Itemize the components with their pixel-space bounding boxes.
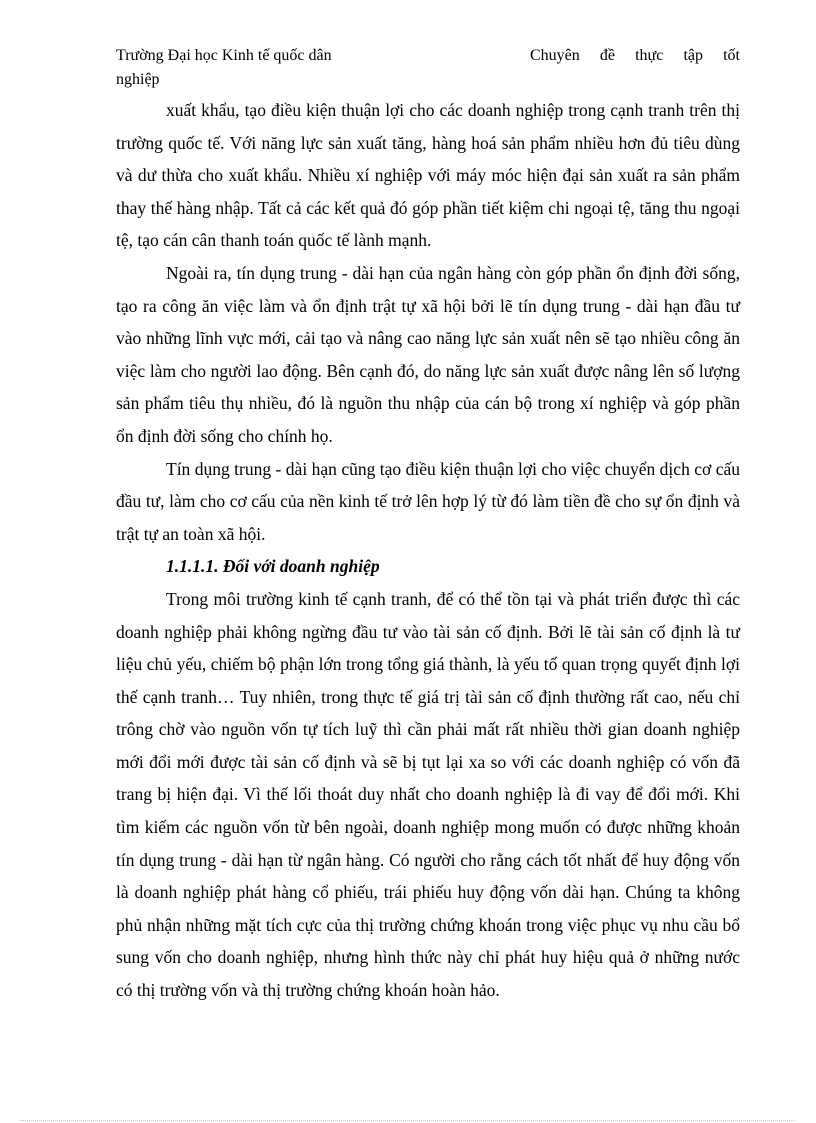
section-paragraph-1: Trong môi trường kinh tế cạnh tranh, để có thể tồn tại và phát triển được thì các doanh nghiệp phải không ngừng đầu tư vào tài sản cố định. Bởi lẽ tài sản cố định là tư liệu chủ yếu, chiếm bộ phận lớn trong tổng giá thành, là yếu tố quan trọng quyết định lợi thế cạnh tranh… Tuy nhiên, trong thực tế giá trị tài sản cố định thường rất cao, nếu chỉ trông chờ vào nguồn vốn tự tích luỹ thì cần phải mất rất nhiều thời gian doanh nghiệp mới đổi mới được tài sản cố định và sẽ bị tụt lại xa so với các doanh nghiệp có vốn đã trang bị hiện đại. Vì thế lối thoát duy nhất cho doanh nghiệp là đi vay để đổi mới. Khi tìm kiếm các nguồn vốn từ bên ngoài, doanh nghiệp mong muốn có được những khoản tín dụng trung - dài hạn từ ngân hàng. Có người cho rằng cách tốt nhất để huy động vốn là doanh nghiệp phát hàng cổ phiếu, trái phiếu huy động vốn dài hạn. Chúng ta không phủ nhận những mặt tích cực của thị trường chứng khoán trong việc phục vụ nhu cầu bổ sung vốn cho doanh nghiệp, nhưng hình thức này chỉ phát huy hiệu quả ở những nước có thị trường vốn và thị trường chứng khoán hoàn hảo.: [116, 588, 740, 1001]
body-paragraph-1: xuất khẩu, tạo điều kiện thuận lợi cho các doanh nghiệp trong cạnh tranh trên thị trường quốc tế. Với năng lực sản xuất tăng, hàng hoá sản phẩm nhiều hơn đủ tiêu dùng và dư thừa cho xuất khẩu. Nhiều xí nghiệp với máy móc hiện đại sản xuất ra sản phẩm thay thế hàng nhập. Tất cả các kết quả đó góp phần tiết kiệm chi ngoại tệ, tăng thu ngoại tệ, tạo cán cân thanh toán quốc tế lành mạnh.: [116, 100, 740, 251]
page-bottom-divider: [20, 1120, 796, 1121]
page-header: [116, 44, 740, 92]
header-report-title-continuation: nghiệp: [116, 71, 160, 88]
body-paragraph-2: Ngoài ra, tín dụng trung - dài hạn của ngân hàng còn góp phần ổn định đời sống, tạo ra công ăn việc làm và ổn định trật tự xã hội bởi lẽ tín dụng trung - dài hạn đầu tư vào những lĩnh vực mới, cải tạo và nâng cao năng lực sản xuất nên sẽ tạo nhiều công ăn việc làm cho người lao động. Bên cạnh đó, do năng lực sản xuất được nâng lên số lượng sản phẩm tiêu thụ nhiều, đó là nguồn thu nhập của cán bộ trong xí nghiệp và góp phần ổn định đời sống cho chính họ.: [116, 262, 740, 446]
header-school-name: Trường Đại học Kinh tế quốc dân: [116, 47, 332, 64]
section-heading: 1.1.1.1. Đối với doanh nghiệp: [166, 556, 380, 577]
header-report-title: Chuyên đề thực tập tốt: [530, 47, 740, 64]
document-body: [116, 94, 740, 1007]
body-paragraph-3: Tín dụng trung - dài hạn cũng tạo điều kiện thuận lợi cho việc chuyển dịch cơ cấu đầu tư, làm cho cơ cấu của nền kinh tế trở lên hợp lý từ đó làm tiền đề cho sự ổn định và trật tự an toàn xã hội.: [116, 458, 740, 544]
